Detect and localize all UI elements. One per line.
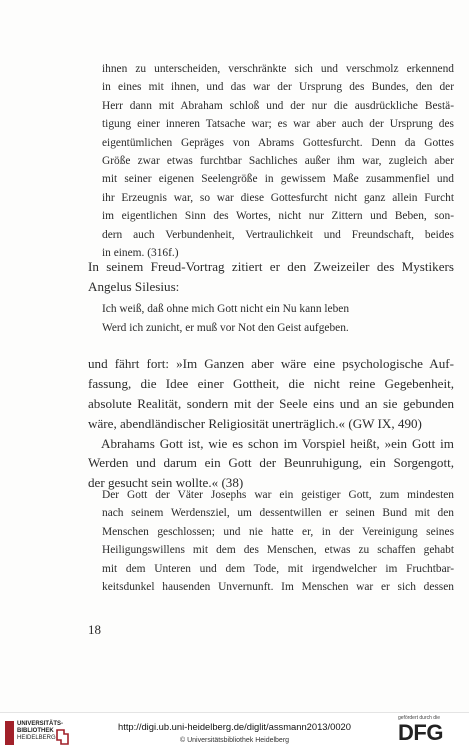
block-quote-1: [102, 60, 454, 262]
library-logo-mark-icon: [5, 721, 14, 745]
block-quote-2: [102, 486, 454, 596]
quote-line: Der Gott der Väter Josephs war ein geistiger Gott, zum mindesten: [102, 489, 454, 501]
body-line: In seinem Freud-Vortrag zitiert er den Zweizeiler des Mystikers: [88, 259, 454, 274]
quote-line: tigung einer inneren Tatsache war; es war aber auch der Ursprung des: [102, 118, 454, 131]
dfg-wordmark: DFG: [398, 720, 443, 745]
document-url-link[interactable]: http://digi.ub.uni-heidelberg.de/diglit/assmann2013/0020: [118, 721, 351, 732]
body-line: absolute Realität, sondern mit der Seele eins und an sie gebunden: [88, 395, 454, 411]
quote-line: in eines mit ihnen, und das war der Ursprung des Bundes, den der: [102, 81, 454, 94]
quote-line: keitsdunkel hausenden Unvernunft. Im Menschen war er sich dessen: [102, 580, 454, 593]
dfg-funding-label: gefördert durch die: [398, 715, 440, 721]
verse-line: Werd ich zunicht, er muß vor Not den Geist aufgeben.: [102, 322, 349, 334]
quote-line: nach seinem Werdensziel, um dessentwillen er seinen Bund mit den: [102, 507, 454, 520]
library-logo[interactable]: [5, 719, 65, 749]
quote-line: in einem. (316f.): [102, 246, 179, 259]
quote-line: mit seiner eigenen Seelengröße in gewissem Maße zusammenfiel und: [102, 173, 454, 186]
paragraph-2: [88, 354, 454, 493]
quote-line: im eigentlichen Sinn des Wortes, nicht nur Zittern und Beben, son-: [102, 210, 454, 223]
body-line: Abrahams Gott ist, wie es schon im Vorspiel heißt, »ein Gott im: [101, 435, 454, 451]
verse-quote: [102, 300, 454, 338]
body-line: Werden und darum ein Gott der Beunruhigung, ein Sorgengott,: [88, 455, 454, 471]
quote-line: ihnen zu unterscheiden, verschränkte sich und verschmolz erkennend: [102, 63, 454, 75]
viewer-footer: [0, 712, 469, 752]
body-line: wäre, abendländischer Religiosität unerträglich.« (GW IX, 490): [88, 415, 422, 431]
quote-line: Größe zwar etwas furchtbar Sachliches außer ihm war, zugleich aber: [102, 154, 454, 167]
quote-line: eigentümlichen Gepräges von Abrams Gottesfurcht. Denn da Gottes: [102, 136, 454, 149]
quote-line: Herr dann mit Abraham schloß und der nur die ausdrückliche Bestä-: [102, 99, 454, 112]
quote-line: Menschen geschlossen; und nie hatte er, in der Vereinigung seines: [102, 525, 454, 538]
quote-line: mit dem Unteren und dem Tode, mit irgendwelcher im Fruchtbar-: [102, 562, 454, 575]
paragraph-1: [88, 257, 454, 297]
quote-line: dern auch Verbundenheit, Vertraulichkeit und Freundschaft, beides: [102, 228, 454, 241]
quote-line: Heiligungswillens mit dem des Menschen, etwas zu schaffen gehabt: [102, 544, 454, 557]
dfg-logo[interactable]: [398, 715, 464, 751]
body-line: Angelus Silesius:: [88, 278, 180, 294]
library-logo-text: UNIVERSITÄTS- BIBLIOTHEK HEIDELBERG: [17, 721, 64, 741]
quote-line: ihr Erzeugnis war, so war diese Gottesfurcht nicht ganz allein Furcht: [102, 191, 454, 204]
heidelberg-seal-icon: [55, 729, 69, 745]
page-number: 18: [88, 622, 101, 637]
body-line: und fährt fort: »Im Ganzen aber wäre eine psychologische Auf-: [88, 356, 454, 371]
verse-line: Ich weiß, daß ohne mich Gott nicht ein Nu kann leben: [102, 303, 350, 315]
copyright-notice: © Universitätsbibliothek Heidelberg: [180, 737, 290, 744]
body-line: der gesucht sein wollte.« (38): [88, 475, 244, 491]
body-line: fassung, die Idee einer Gottheit, die nicht reine Gegebenheit,: [88, 375, 454, 391]
